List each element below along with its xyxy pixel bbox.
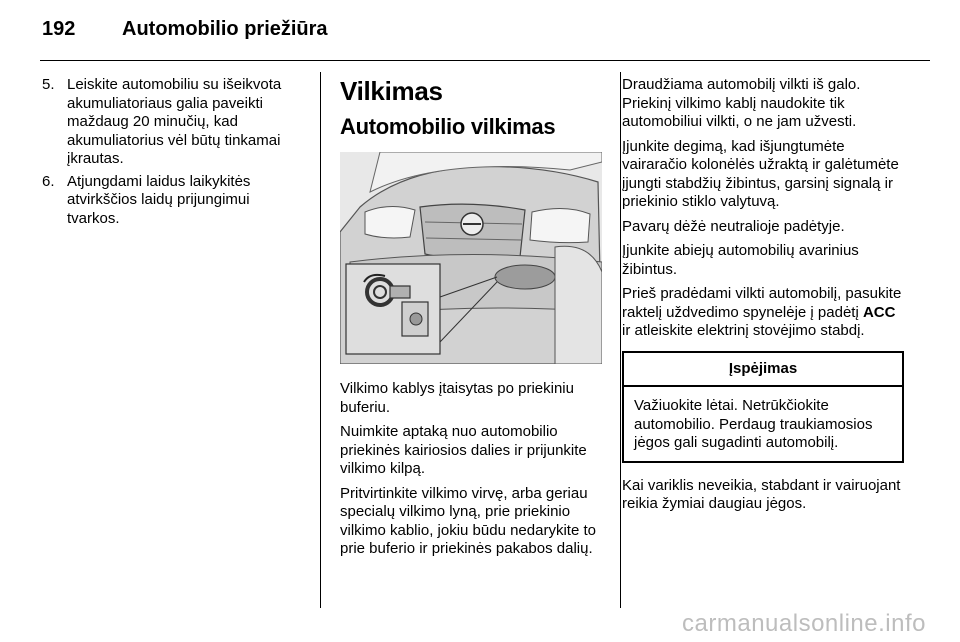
section-heading: Vilkimas — [340, 76, 443, 106]
step-text: Leiskite automobiliu su išeikvota akumuliatoriaus galia paveikti maždaug 20 minučių, kad akumuliatorius vėl būtų tinkamai įkrautas. — [67, 76, 282, 167]
step-number: 5. — [42, 76, 55, 93]
paragraph-text: ir atleiskite elektrinį stovėjimo stabdį. — [622, 322, 865, 339]
steps-list — [42, 76, 302, 228]
paragraph: Pritvirtinkite vilkimo virvę, arba geriau specialų vilkimo lyną, prie priekinio vilkimo kablio, jokiu būdu nedarykite to prie buferio ir priekinės pakabos dalių. — [340, 484, 596, 557]
paragraph: Įjunkite degimą, kad išjungtumėte vairaračio kolonėlės užraktą ir galėtumėte įjungti stabdžių žibintus, garsinį signalą ir priekinio stiklo valytuvą. — [622, 137, 899, 210]
paragraph: Vilkimo kablys įtaisytas po priekiniu buferiu. — [340, 380, 574, 416]
header-divider — [40, 60, 930, 61]
step-text: Atjungdami laidus laikykitės atvirkščios laidų prijungimui tvarkos. — [67, 172, 251, 227]
column-divider-1 — [320, 72, 321, 608]
section-subheading: Automobilio vilkimas — [340, 114, 556, 139]
paragraph — [622, 285, 904, 341]
warning-box — [622, 351, 904, 463]
tow-hook-illustration — [340, 152, 602, 364]
key-position-acc: ACC — [862, 303, 896, 321]
step-number: 6. — [42, 172, 55, 190]
paragraph: Nuimkite aptaką nuo automobilio priekinės kairiosios dalies ir prijunkite vilkimo kilpą. — [340, 423, 587, 477]
column-2 — [340, 76, 602, 565]
column-3 — [622, 76, 904, 520]
warning-title: Įspėjimas — [624, 353, 902, 388]
watermark: carmanualsonline.info — [682, 610, 926, 637]
list-item — [42, 173, 302, 229]
car-front-illustration-icon — [340, 152, 602, 364]
column-divider-2 — [620, 72, 621, 608]
page-number: 192 — [42, 18, 76, 40]
paragraph: Draudžiama automobilį vilkti iš galo. Priekinį vilkimo kablį naudokite tik automobiliui vilkti, o ne jam užvesti. — [622, 76, 861, 130]
page-title: Automobilio priežiūra — [122, 18, 328, 40]
paragraph-text: Prieš pradėdami vilkti automobilį, pasukite raktelį uždvedimo spynelėje į padėtį — [622, 285, 902, 321]
paragraph: Pavarų dėžė neutralioje padėtyje. — [622, 217, 845, 235]
page-header — [42, 14, 942, 50]
column-1 — [42, 76, 302, 232]
paragraph: Įjunkite abiejų automobilių avarinius žibintus. — [622, 242, 859, 278]
warning-text: Važiuokite lėtai. Netrūkčiokite automobilio. Perdaug traukiamosios jėgos gali sugadinti automobilį. — [634, 397, 873, 451]
list-item — [42, 76, 302, 169]
paragraph: Kai variklis neveikia, stabdant ir vairuojant reikia žymiai daugiau jėgos. — [622, 476, 901, 512]
